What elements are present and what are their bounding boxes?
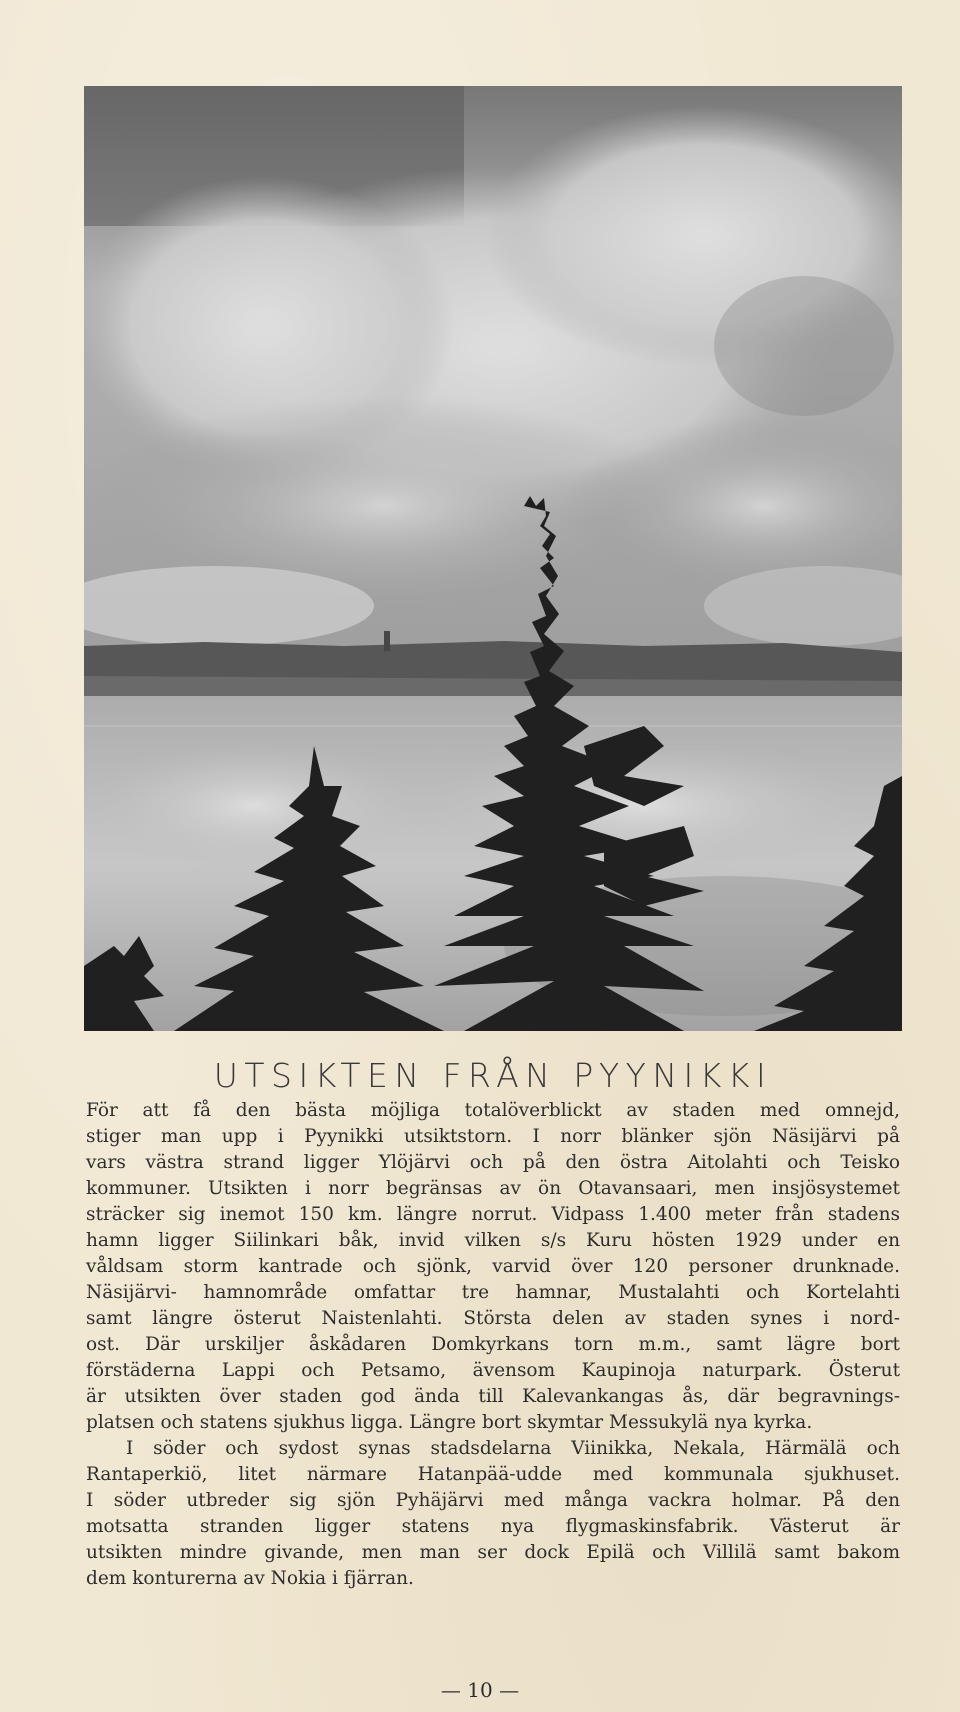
text-line: Näsijärvi- hamnområde omfattar tre hamnar, Mustalahti och Kortelahti	[86, 1282, 900, 1303]
text-line: våldsam storm kantrade och sjönk, varvid över 120 personer drunknade.	[86, 1256, 900, 1277]
page-title: UTSIKTEN FRÅN PYYNIKKI	[213, 1056, 773, 1095]
text-line: I söder och sydost synas stadsdelarna Viinikka, Nekala, Härmälä och	[126, 1438, 900, 1459]
page-number: — 10 —	[440, 1678, 520, 1702]
text-line: I söder utbreder sig sjön Pyhäjärvi med många vackra holmar. På den	[86, 1490, 900, 1511]
text-line: förstäderna Lappi och Petsamo, ävensom Kaupinoja naturpark. Österut	[86, 1360, 900, 1381]
paragraph-2	[86, 1436, 900, 1592]
text-line: samt längre österut Naistenlahti. Största delen av staden synes i nord-	[86, 1308, 900, 1329]
text-line: kommuner. Utsikten i norr begränsas av ön Otavansaari, men insjösystemet	[86, 1178, 900, 1199]
text-line: hamn ligger Siilinkari båk, invid vilken s/s Kuru hösten 1929 under en	[86, 1230, 900, 1251]
text-line: platsen och statens sjukhus ligga. Längre bort skymtar Messukylä nya kyrka.	[86, 1412, 813, 1433]
text-line: vars västra strand ligger Ylöjärvi och på den östra Aitolahti och Teisko	[86, 1152, 900, 1173]
body-text	[86, 1098, 900, 1592]
text-line: motsatta stranden ligger statens nya flygmaskinsfabrik. Västerut är	[86, 1516, 900, 1537]
text-line: utsikten mindre givande, men man ser dock Epilä och Villilä samt bakom	[86, 1542, 900, 1563]
paragraph-1	[86, 1098, 900, 1436]
landscape-photo-drawing	[84, 86, 902, 1031]
text-line: För att få den bästa möjliga totalöverblickt av staden med omnejd,	[86, 1100, 900, 1121]
text-line: dem konturerna av Nokia i fjärran.	[86, 1568, 414, 1589]
text-line: Rantaperkiö, litet närmare Hatanpää-udde med kommunala sjukhuset.	[86, 1464, 900, 1485]
text-line: ost. Där urskiljer åskådaren Domkyrkans torn m.m., samt lägre bort	[86, 1334, 900, 1355]
text-line: är utsikten över staden god ända till Kalevankangas ås, där begravnings-	[86, 1386, 900, 1407]
text-line: stiger man upp i Pyynikki utsiktstorn. I norr blänker sjön Näsijärvi på	[86, 1126, 900, 1147]
text-line: sträcker sig inemot 150 km. längre norrut. Vidpass 1.400 meter från stadens	[86, 1204, 900, 1225]
landscape-photo	[84, 86, 902, 1031]
